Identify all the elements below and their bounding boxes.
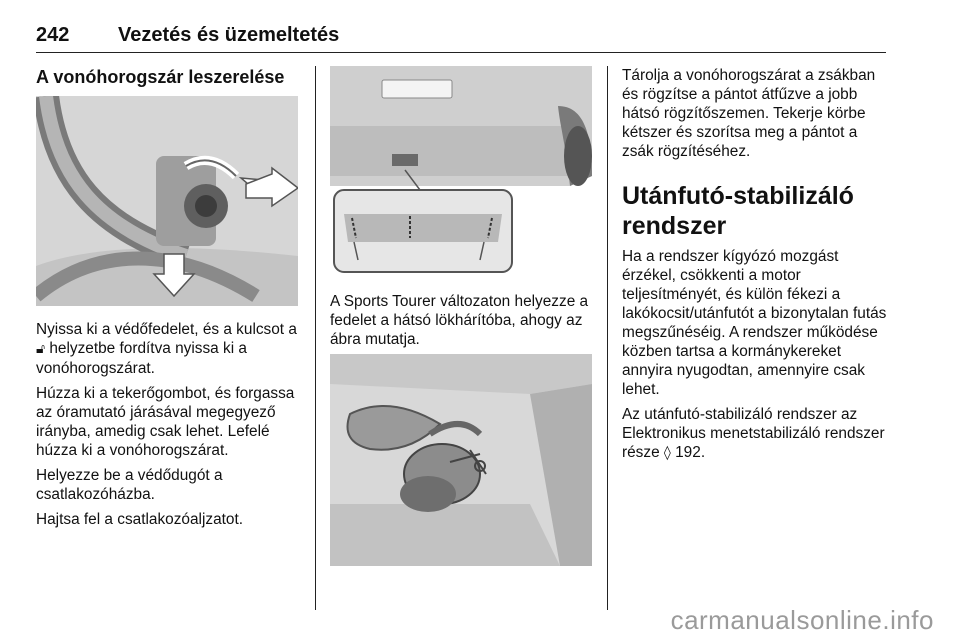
figure-bumper-cover [330, 66, 592, 276]
middle-column-text [330, 292, 594, 355]
figure-caption-sports-tourer: A Sports Tourer változaton helyezze a fedelet a hátsó lökhárítóba, ahogy az ábra mutatja. [330, 293, 589, 348]
page-number: 242 [36, 24, 70, 46]
column-divider-2 [607, 66, 608, 610]
instruction-paragraph-4: Hajtsa fel a csatlakozóaljzatot. [36, 511, 244, 528]
figure-tow-bar-removal [36, 96, 298, 306]
storage-instruction: Tárolja a vonóhorogszárat a zsákban és rögzítse a pántot átfűzve a jobb hátsó rögzítőszemen. Tekerje körbe kétszer és szorítsa meg a pántot a zsák rögzítéséhez. [622, 67, 876, 160]
chapter-title: Vezetés és üzemeltetés [118, 24, 340, 46]
page-header [36, 22, 886, 53]
instruction-paragraph-1: Nyissa ki a védőfedelet, és a kulcsot a 🔓︎ helyzetbe fordítva nyissa ki a vonóhorogszárat. [36, 321, 297, 377]
instruction-paragraph-2: Húzza ki a tekerőgombot, és forgassa az óramutató járásával megegyező irányba, amedig csak lehet. Lefelé húzza ki a vonóhorogszárat. [36, 385, 295, 459]
left-column [36, 66, 306, 88]
page-reference-link[interactable]: 192 [675, 444, 701, 461]
lock-open-icon: 🔓︎ [36, 341, 46, 357]
section-title-tow-removal: A vonóhorogszár leszerelése [36, 67, 285, 87]
figure-tow-bar-storage [330, 354, 592, 566]
watermark: carmanualsonline.info [670, 605, 934, 635]
trailer-stability-paragraph-2: Az utánfutó-stabilizáló rendszer az Elektronikus menetstabilizáló rendszer része ◊ 192. [622, 406, 885, 461]
column-divider-1 [315, 66, 316, 610]
right-column [622, 66, 890, 469]
left-column-text [36, 320, 300, 535]
page-reference-icon: ◊ [663, 445, 671, 461]
section-title-trailer-stability: Utánfutó-stabilizáló rendszer [622, 182, 854, 240]
instruction-paragraph-3: Helyezze be a védődugót a csatlakozóházba. [36, 467, 223, 503]
trailer-stability-paragraph-1: Ha a rendszer kígyózó mozgást érzékel, csökkenti a motor teljesítményét, és külön fékezi a lakókocsit/utánfutót a bizonytalan futás megszűnéséig. A rendszer működése közben tartsa a kormánykereket annyira nyugodtan, amennyire csak lehet. [622, 248, 887, 398]
